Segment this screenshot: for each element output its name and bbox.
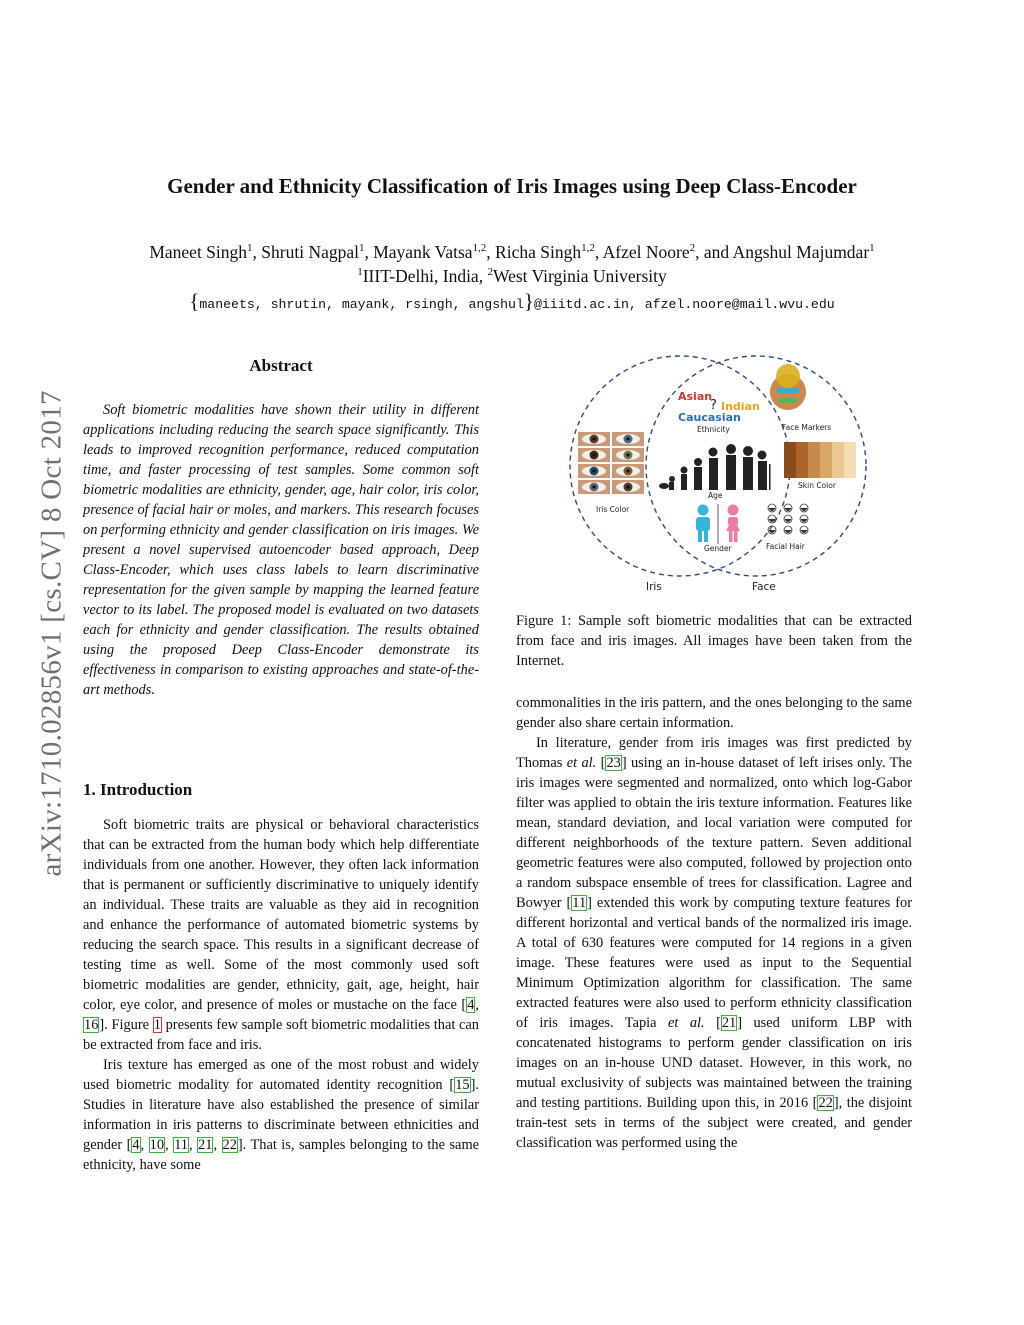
age-label: Age bbox=[708, 491, 723, 500]
eye-image bbox=[578, 464, 610, 478]
author-name: Angshul Majumdar bbox=[732, 242, 870, 262]
right-column-body bbox=[516, 693, 912, 1153]
citation-link[interactable]: 22 bbox=[818, 1095, 833, 1111]
body-paragraph: commonalities in the iris pattern, and the ones belonging to the same gender also share certain information. bbox=[516, 695, 912, 731]
brace-close: } bbox=[523, 289, 534, 313]
ethnicity-indian-label: Indian bbox=[721, 400, 760, 413]
body-paragraph: In literature, gender from iris images was first predicted by Thomas et al. [23] using an in-house dataset of left irises only. The iris images were segmented and normalized, onto which log-Gabor filter was applied to obtain the iris texture information. Features like mean, standard deviation, and local variation were computed for different neighborhoods of the texture pattern. Seven additional geometric features were also computed, followed by projection onto a random subspace ensemble of trees for classification. Lagree and Bowyer [11] extended this work by computing texture features for different horizontal and vertical bands of the normalized iris image. A total of 630 features were computed for 14 regions in a given image. These features were used as input to the Sequential Minimum Optimization algorithm for classification. The same extracted features were also used to perform ethnicity classification of iris images. Tapia et al. [21] used uniform LBP with concatenated histograms to perform gender classification on iris images on an in-house UND dataset. However, in this work, no mutual exclusivity of subjects was maintained between the training and testing partitions. Building upon this, in 2016 [22], the disjoint train-test sets in terms of the subject were created, and gender classification was performed using the bbox=[516, 735, 913, 1151]
skin-swatch bbox=[808, 442, 820, 478]
figure-reference-link[interactable]: 1 bbox=[153, 1017, 161, 1033]
citation-link[interactable]: 11 bbox=[572, 895, 587, 911]
author-emails bbox=[0, 290, 1024, 316]
author-affil-sup: 1 bbox=[358, 242, 365, 254]
separator: , and bbox=[695, 242, 733, 262]
citation-link[interactable]: 4 bbox=[132, 1137, 140, 1153]
face-markers-portrait bbox=[770, 364, 806, 410]
eye-image bbox=[612, 448, 644, 462]
separator: , bbox=[364, 242, 374, 262]
author-affil-sup: 1,2 bbox=[472, 242, 487, 254]
ethnicity-caucasian-label: Caucasian bbox=[678, 411, 741, 424]
intro-paragraph: Iris texture has emerged as one of the most robust and widely used biometric modality for automated identity recognition [15]. Studies in literature have also established the presence of similar information in iris patterns to discriminate between ethnicities and gender [4, 10, 11, 21, 22]. That is, samples belonging to the same ethnicity, have some bbox=[83, 1057, 480, 1173]
separator: , bbox=[252, 242, 262, 262]
brace-open: { bbox=[189, 289, 200, 313]
citation-link[interactable]: 22 bbox=[222, 1137, 237, 1153]
ethnicity-asian-label: Asian bbox=[678, 390, 713, 403]
beard-icon bbox=[800, 526, 808, 534]
et-al: et al. bbox=[668, 1015, 705, 1031]
paper-title: Gender and Ethnicity Classification of Iris Images using Deep Class-Encoder bbox=[167, 174, 857, 198]
author-affil-sup: 1 bbox=[247, 242, 253, 254]
ethnicity-question-mark: ? bbox=[710, 398, 717, 413]
author-list bbox=[0, 240, 1024, 264]
abstract-paragraph: Soft biometric modalities have shown their utility in different applications including reducing the search space significantly. This leads to improved recognition performance, reduced computation time, and faster processing of test samples. Some common soft biometric modalities are ethnicity, gender, age, hair color, iris color, presence of facial hair or moles, and markers. This research focuses on performing ethnicity and gender classification on iris images. We present a novel supervised autoencoder based approach, Deep Class-Encoder, which uses class labels to learn discriminative representation for the given sample by mapping the learned feature vector to its label. The proposed model is evaluated on two datasets each for ethnicity and gender classification. The results obtained using the proposed Deep Class-Encoder demonstrate its effectiveness in comparison to existing approaches and state-of-the-art methods. bbox=[83, 402, 479, 698]
email-domains: @iiitd.ac.in, afzel.noore@mail.wvu.edu bbox=[533, 297, 835, 312]
author-affil-sup: 1,2 bbox=[581, 242, 595, 254]
face-markers-label: Face Markers bbox=[782, 423, 832, 432]
separator: , bbox=[594, 242, 603, 262]
citation-link[interactable]: 4 bbox=[467, 997, 475, 1013]
author-affil-sup: 2 bbox=[689, 242, 696, 254]
affil-institution: West Virginia University bbox=[492, 266, 667, 286]
arxiv-identifier: arXiv:1710.02856v1 [cs.CV] 8 Oct 2017 bbox=[35, 390, 68, 877]
eye-image bbox=[612, 432, 644, 446]
beard-icon bbox=[784, 504, 792, 512]
affil-sup: 2 bbox=[487, 266, 493, 278]
skin-swatch bbox=[820, 442, 832, 478]
beard-icon bbox=[768, 515, 776, 523]
male-icon bbox=[696, 505, 710, 543]
female-icon bbox=[726, 505, 740, 543]
gender-label: Gender bbox=[704, 544, 732, 553]
citation-link[interactable]: 16 bbox=[84, 1017, 99, 1033]
figure-1-venn-diagram bbox=[560, 352, 880, 604]
citation-link[interactable]: 10 bbox=[149, 1137, 165, 1153]
beard-icon bbox=[768, 504, 776, 512]
age-silhouettes bbox=[659, 444, 771, 490]
skin-color-label: Skin Color bbox=[798, 481, 836, 490]
author-name: Richa Singh bbox=[495, 242, 582, 262]
eye-image bbox=[578, 448, 610, 462]
section-heading-introduction: 1. Introduction bbox=[83, 780, 193, 799]
figure-1-caption bbox=[516, 611, 912, 671]
eye-image bbox=[578, 432, 610, 446]
beard-icon bbox=[784, 526, 792, 534]
caption-text: Figure 1: Sample soft biometric modalities that can be extracted from face and iris images. All images have been taken from the Internet. bbox=[516, 613, 912, 669]
eye-image bbox=[612, 480, 644, 494]
citation-link[interactable]: 11 bbox=[174, 1137, 188, 1153]
affil-institution: IIIT-Delhi, India, bbox=[362, 266, 488, 286]
eye-image bbox=[578, 480, 610, 494]
iris-circle-label: Iris bbox=[646, 581, 662, 593]
author-name: Shruti Nagpal bbox=[261, 242, 359, 262]
skin-swatch bbox=[796, 442, 808, 478]
affiliations bbox=[0, 264, 1024, 288]
ethnicity-label: Ethnicity bbox=[697, 425, 730, 434]
intro-paragraph: Soft biometric traits are physical or behavioral characteristics that can be extracted from the human body which help differentiate individuals from one another. However, they often lack information that is permanent or sufficiently discriminative to uniquely identify an individual. These traits are valuable as they aid in recognition and enhance the performance of automated biometric systems by reducing the search space. This results in a significant decrease of testing time as well. Some of the most commonly used soft biometric modalities are gender, ethnicity, gait, age, height, hair color, eye color, and presence of moles or mustache on the face [4, 16]. Figure 1 presents few sample soft biometric modalities that can be extracted from face and iris. bbox=[83, 817, 479, 1053]
skin-swatch bbox=[844, 442, 856, 478]
skin-color-swatches bbox=[784, 442, 856, 478]
author-name: Mayank Vatsa bbox=[373, 242, 473, 262]
author-affil-sup: 1 bbox=[869, 242, 875, 254]
affil-sup: 1 bbox=[357, 266, 363, 278]
author-name: Afzel Noore bbox=[602, 242, 690, 262]
beard-icon bbox=[800, 515, 808, 523]
skin-swatch bbox=[832, 442, 844, 478]
email-users: maneets, shrutin, mayank, rsingh, angshul bbox=[199, 297, 524, 312]
introduction-body bbox=[83, 815, 479, 1175]
citation-link[interactable]: 23 bbox=[606, 755, 621, 771]
beard-icon bbox=[800, 504, 808, 512]
eye-image bbox=[612, 464, 644, 478]
citation-link[interactable]: 21 bbox=[198, 1137, 213, 1153]
author-name: Maneet Singh bbox=[149, 242, 248, 262]
facial-hair-icons bbox=[768, 504, 808, 534]
et-al: et al. bbox=[566, 755, 597, 771]
abstract-body bbox=[83, 400, 479, 700]
abstract-heading: Abstract bbox=[249, 356, 313, 375]
facial-hair-label: Facial Hair bbox=[766, 542, 805, 551]
separator: , bbox=[486, 242, 496, 262]
citation-link[interactable]: 15 bbox=[455, 1077, 470, 1093]
skin-swatch bbox=[784, 442, 796, 478]
iris-color-label: Iris Color bbox=[596, 505, 630, 514]
beard-icon bbox=[784, 515, 792, 523]
iris-images bbox=[578, 432, 644, 494]
citation-link[interactable]: 21 bbox=[721, 1015, 737, 1031]
face-circle-label: Face bbox=[752, 581, 776, 593]
